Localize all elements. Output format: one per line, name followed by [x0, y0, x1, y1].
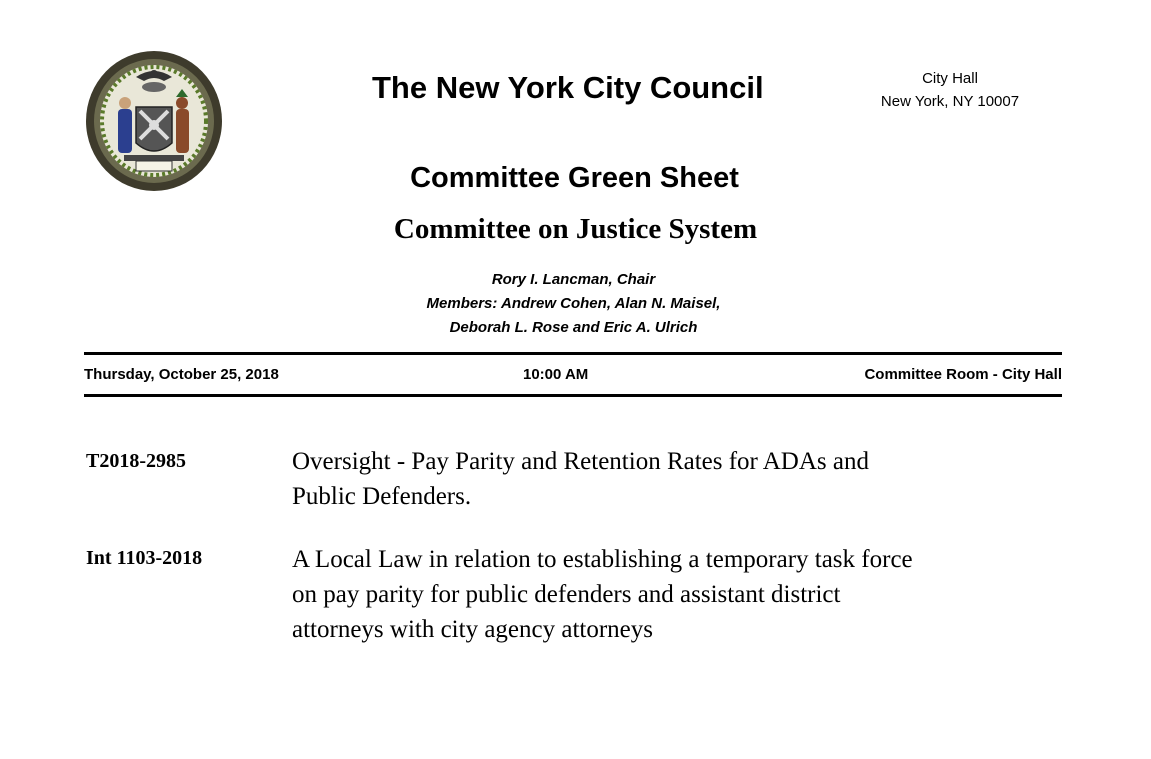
committee-name-text: Committee on Justice System: [393, 213, 758, 245]
members-line-2: Deborah L. Rose and Eric A. Ulrich: [449, 319, 698, 336]
agenda-item-number: T2018-2985: [86, 450, 186, 472]
committee-members: [0, 268, 1151, 340]
address-line-1: City Hall: [922, 70, 978, 87]
meeting-info-row: [84, 366, 1062, 386]
address-block: [860, 67, 1040, 113]
sheet-title-text: Committee Green Sheet: [410, 162, 739, 194]
agenda-item-description: [292, 542, 1012, 647]
members-line-1: Members: Andrew Cohen, Alan N. Maisel,: [426, 295, 721, 312]
agenda-item-line: Public Defenders.: [292, 483, 472, 510]
meeting-time: 10:00 AM: [523, 366, 589, 383]
meeting-location: Committee Room - City Hall: [864, 366, 1062, 383]
council-title: The New York City Council: [372, 70, 764, 105]
address-line-2: New York, NY 10007: [880, 93, 1020, 110]
sheet-title: [0, 162, 1151, 195]
chair-line: Rory I. Lancman, Chair: [491, 271, 656, 288]
agenda-item-line: on pay parity for public defenders and assistant district: [292, 581, 841, 608]
agenda-item-number: Int 1103-2018: [86, 547, 203, 569]
agenda-item-line: A Local Law in relation to establishing a temporary task force: [292, 546, 913, 573]
meeting-date: Thursday, October 25, 2018: [84, 366, 279, 383]
agenda-item-line: attorneys with city agency attorneys: [292, 616, 653, 643]
bottom-divider: [84, 394, 1062, 397]
agenda-item-description: [292, 444, 1012, 514]
top-divider: [84, 352, 1062, 355]
committee-name: [0, 213, 1151, 246]
agenda-item-line: Oversight - Pay Parity and Retention Rates for ADAs and: [292, 448, 869, 475]
